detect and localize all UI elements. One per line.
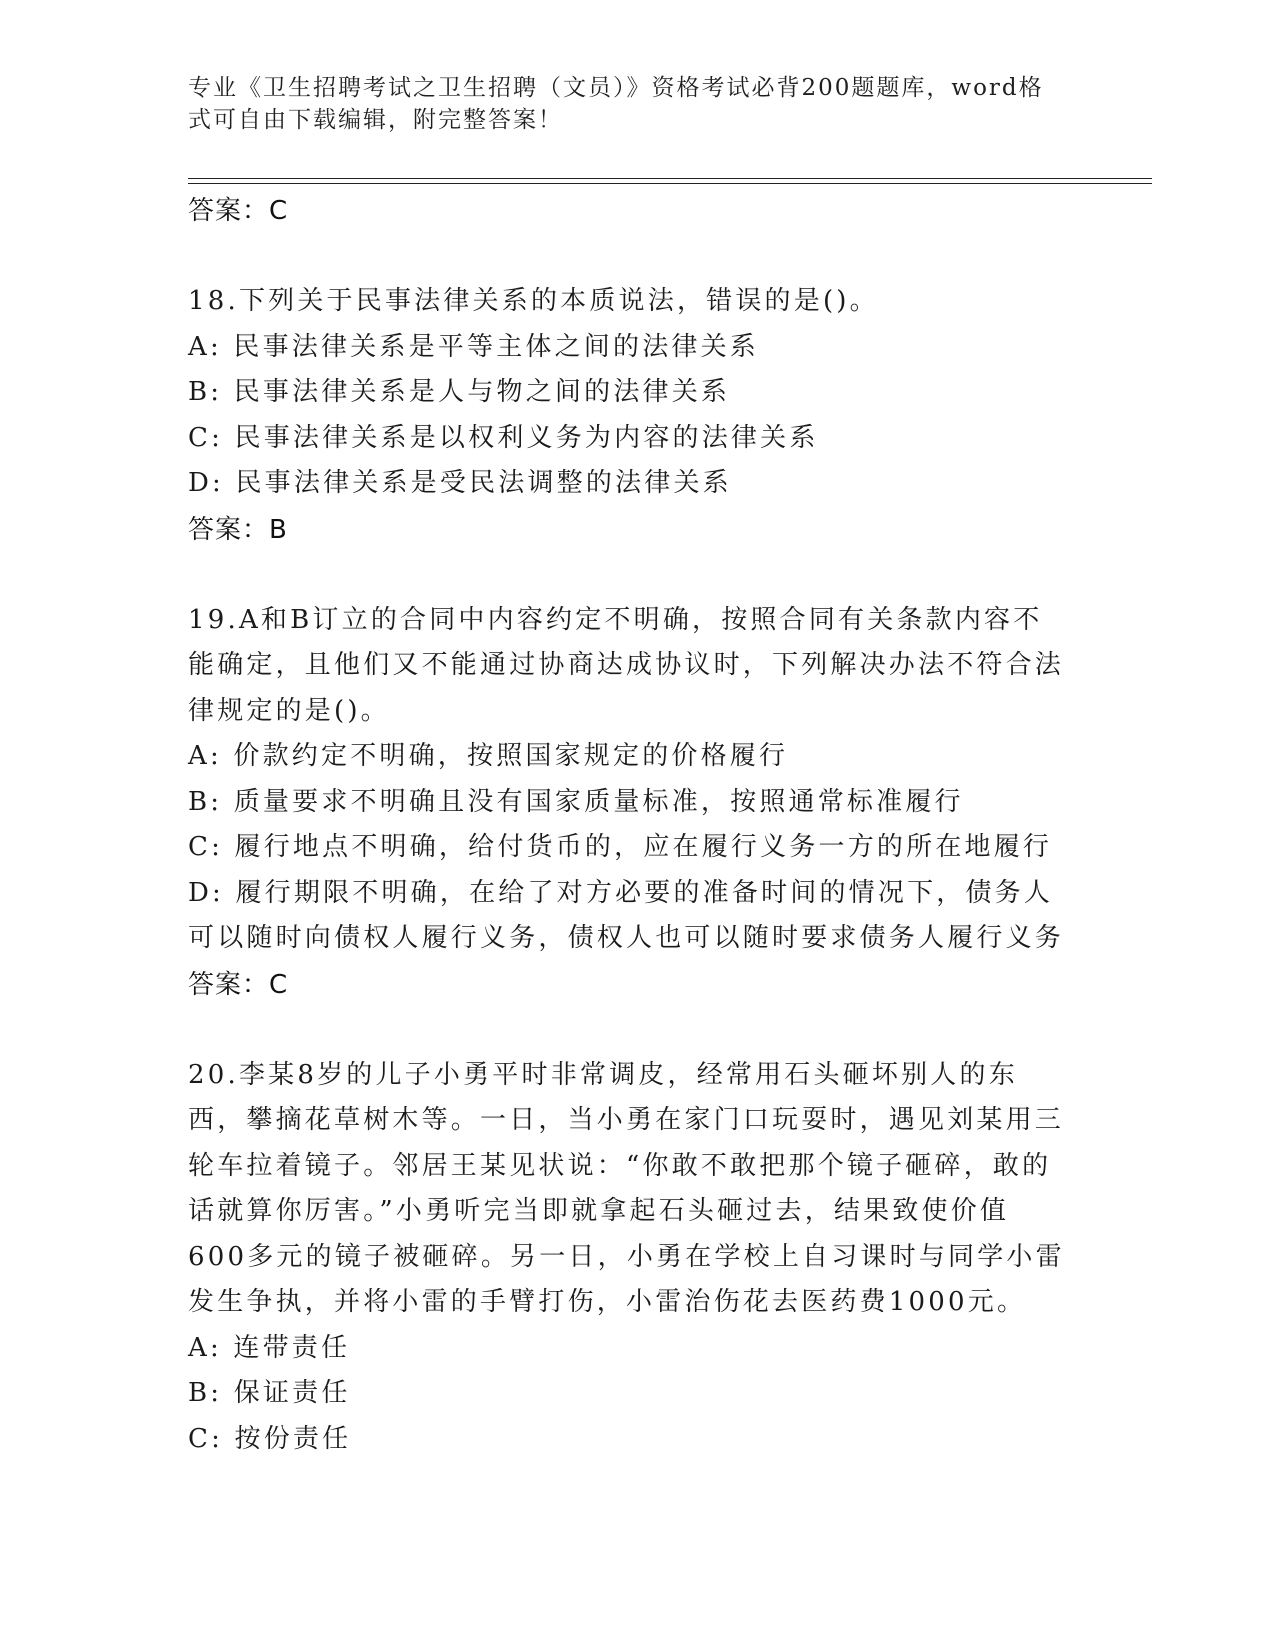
- header-divider-bottom: [188, 183, 1152, 184]
- option-b: B: 保证责任: [188, 1378, 351, 1408]
- option-c: C: 按份责任: [188, 1423, 352, 1454]
- answer-line: 答案：C: [188, 196, 289, 226]
- header-divider-top: [188, 178, 1152, 179]
- question-stem: 20.李某8岁的儿子小勇平时非常调皮，经常用石头砸坏别人的东西，攀摘花草树木等。一日，当小勇在家门口玩耍时，遇见刘某用三轮车拉着镜子。邻居王某见状说：“你敢不敢把那个镜子砸碎，敢的话就算你厉害。”小勇听完当即就拿起石头砸过去，结果致使价值600多元的镜子被砸碎。另一日，小勇在学校上自习课时与同学小雷发生争执，并将小雷的手臂打伤，小雷治伤花去医药费1000元。: [188, 1059, 1065, 1317]
- answer-line: 答案：C: [188, 969, 289, 1000]
- document-header: 专业《卫生招聘考试之卫生招聘（文员）》资格考试必背200题题库，word格式可自由下载编辑，附完整答案！: [188, 75, 1044, 133]
- question-19: [188, 598, 1068, 1008]
- option-b: B: 质量要求不明确且没有国家质量标准，按照通常标准履行: [188, 786, 964, 817]
- option-d: D: 民事法律关系是受民法调整的法律关系: [188, 468, 732, 498]
- answer-line: 答案：B: [188, 514, 288, 545]
- option-d: D: 履行期限不明确，在给了对方必要的准备时间的情况下，债务人可以随时向债权人履行义务，债权人也可以随时要求债务人履行义务: [188, 877, 1065, 953]
- option-c: C: 民事法律关系是以权利义务为内容的法律关系: [188, 422, 819, 453]
- option-a: A: 连带责任: [188, 1332, 351, 1363]
- question-20: [188, 1053, 1068, 1463]
- document-body: [188, 188, 1068, 1462]
- option-a: A: 民事法律关系是平等主体之间的法律关系: [188, 331, 760, 362]
- question-stem: 19.A和B订立的合同中内容约定不明确，按照合同有关条款内容不能确定，且他们又不能通过协商达成协议时，下列解决办法不符合法律规定的是()。: [188, 604, 1065, 726]
- option-a: A: 价款约定不明确，按照国家规定的价格履行: [188, 741, 789, 771]
- question-18: [188, 279, 1068, 553]
- option-c: C: 履行地点不明确，给付货币的，应在履行义务一方的所在地履行: [188, 832, 1053, 862]
- option-b: B: 民事法律关系是人与物之间的法律关系: [188, 377, 731, 407]
- question-stem: 18.下列关于民事法律关系的本质说法，错误的是()。: [188, 286, 879, 316]
